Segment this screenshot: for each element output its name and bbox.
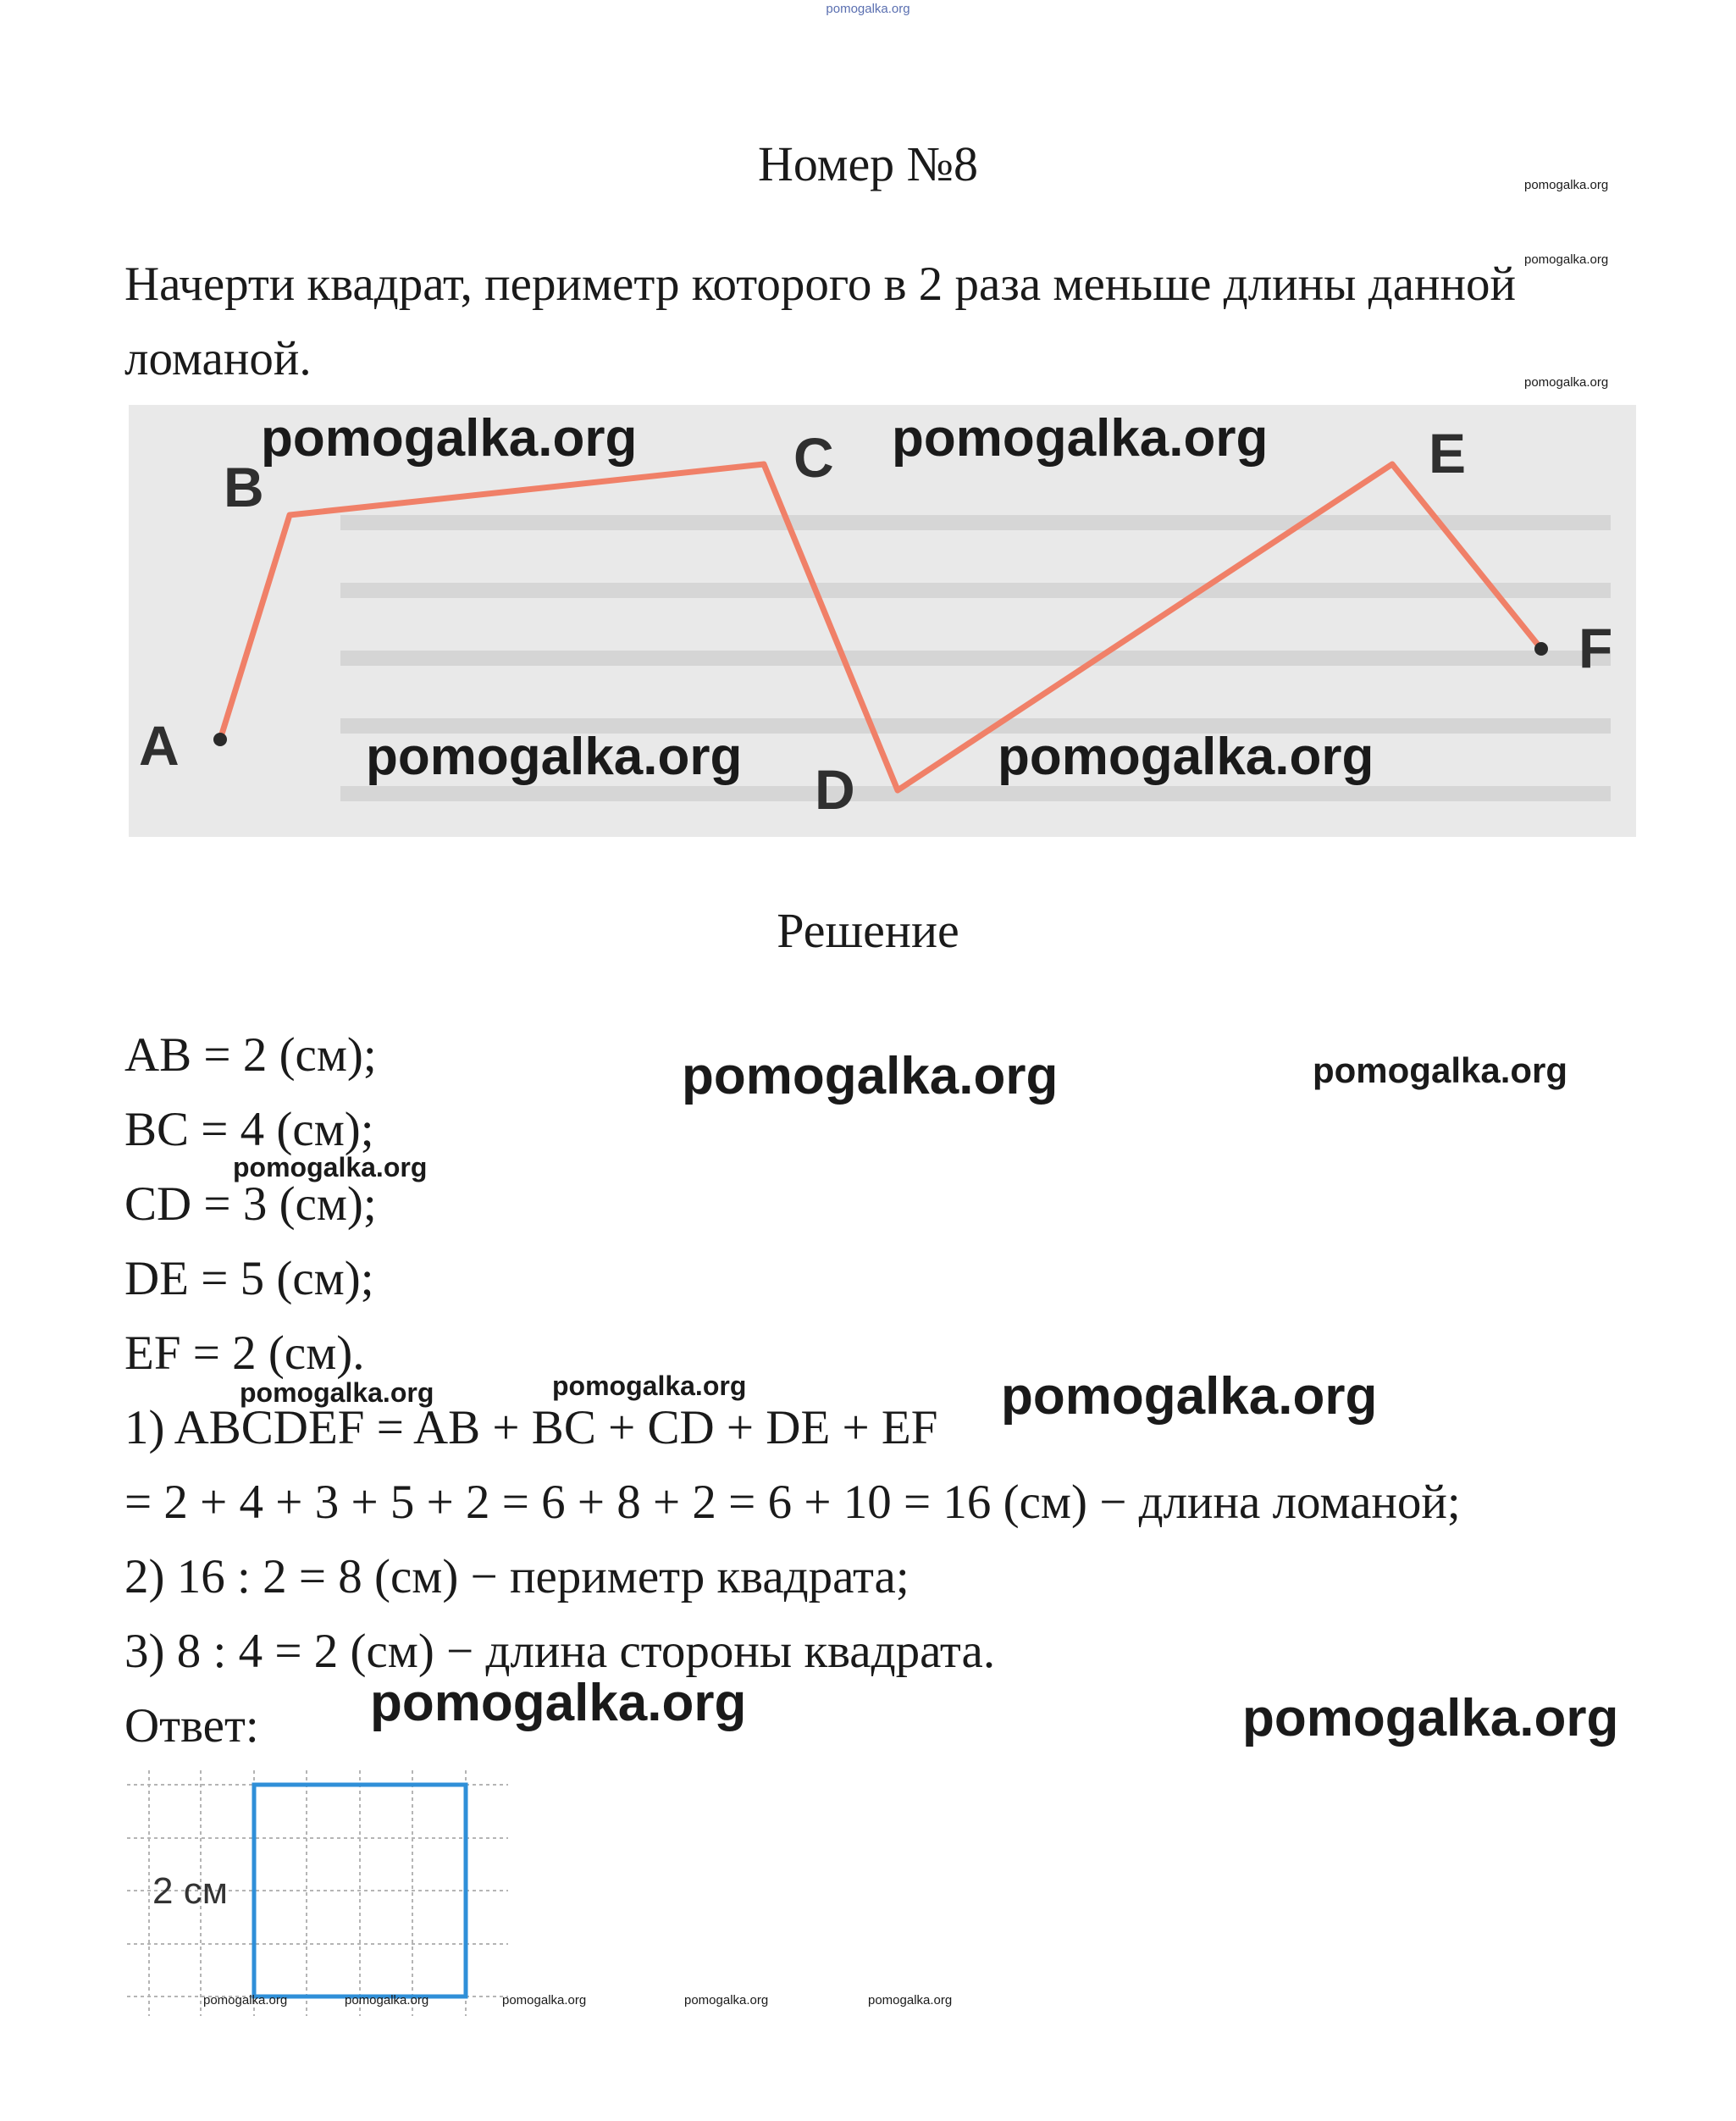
point-label-f: F xyxy=(1578,617,1613,679)
watermark-tiny: pomogalka.org xyxy=(868,1993,953,2007)
watermark-big: pomogalka.org xyxy=(892,409,1269,468)
solution-line: 1) ABCDEF = AB + BC + CD + DE + EF xyxy=(124,1401,938,1454)
solution-line: CD = 3 (см); xyxy=(124,1177,377,1231)
point-label-a: A xyxy=(139,714,180,777)
answer-square-svg xyxy=(127,1770,517,2024)
watermark-tiny: pomogalka.org xyxy=(1524,252,1609,267)
side-length-label: 2 см xyxy=(152,1870,228,1912)
point-label-c: C xyxy=(793,426,834,489)
watermark-big: pomogalka.org xyxy=(682,1047,1059,1105)
solution-line: = 2 + 4 + 3 + 5 + 2 = 6 + 8 + 2 = 6 + 10 = 16 (см) − длина ломаной; xyxy=(124,1476,1461,1529)
watermark-tiny: pomogalka.org xyxy=(502,1993,587,2007)
watermark-tiny: pomogalka.org xyxy=(203,1993,288,2007)
point-a-dot xyxy=(213,733,227,746)
solution-title: Решение xyxy=(777,903,959,958)
answer-square-grid xyxy=(127,1770,517,2024)
solution-line: 2) 16 : 2 = 8 (см) − периметр квадрата; xyxy=(124,1550,909,1603)
top-watermark: pomogalka.org xyxy=(826,2,910,16)
solution-line: DE = 5 (см); xyxy=(124,1252,374,1305)
watermark-big: pomogalka.org xyxy=(1242,1689,1619,1747)
solution-line: AB = 2 (см); xyxy=(124,1028,377,1082)
watermark-small: pomogalka.org xyxy=(233,1152,428,1182)
watermark-big: pomogalka.org xyxy=(366,728,743,786)
polyline-svg xyxy=(129,405,1636,837)
task-text: Начерти квадрат, периметр которого в 2 раза меньше длины данной ломаной. xyxy=(124,258,1517,385)
watermark-tiny: pomogalka.org xyxy=(684,1993,769,2007)
page-title: Номер №8 xyxy=(757,136,979,191)
point-label-b: B xyxy=(224,456,264,518)
answer-label: Ответ: xyxy=(124,1699,259,1753)
point-label-d: D xyxy=(815,758,855,821)
watermark-big: pomogalka.org xyxy=(261,409,638,468)
point-label-e: E xyxy=(1429,422,1467,485)
watermark-small: pomogalka.org xyxy=(240,1377,434,1408)
watermark-big: pomogalka.org xyxy=(370,1674,747,1732)
polyline-figure xyxy=(129,405,1636,837)
solution-line: 3) 8 : 4 = 2 (см) − длина стороны квадрата. xyxy=(124,1625,996,1678)
watermark-big: pomogalka.org xyxy=(1001,1367,1378,1426)
watermark-small: pomogalka.org xyxy=(552,1371,747,1401)
point-f-dot xyxy=(1534,642,1548,656)
solution-line: BC = 4 (см); xyxy=(124,1103,374,1156)
watermark-tiny: pomogalka.org xyxy=(345,1993,429,2007)
solution-line: EF = 2 (см). xyxy=(124,1326,365,1380)
watermark-tiny: pomogalka.org xyxy=(1524,178,1609,192)
watermark-mid: pomogalka.org xyxy=(1313,1050,1568,1090)
watermark-tiny: pomogalka.org xyxy=(1524,375,1609,390)
watermark-big: pomogalka.org xyxy=(998,728,1374,786)
